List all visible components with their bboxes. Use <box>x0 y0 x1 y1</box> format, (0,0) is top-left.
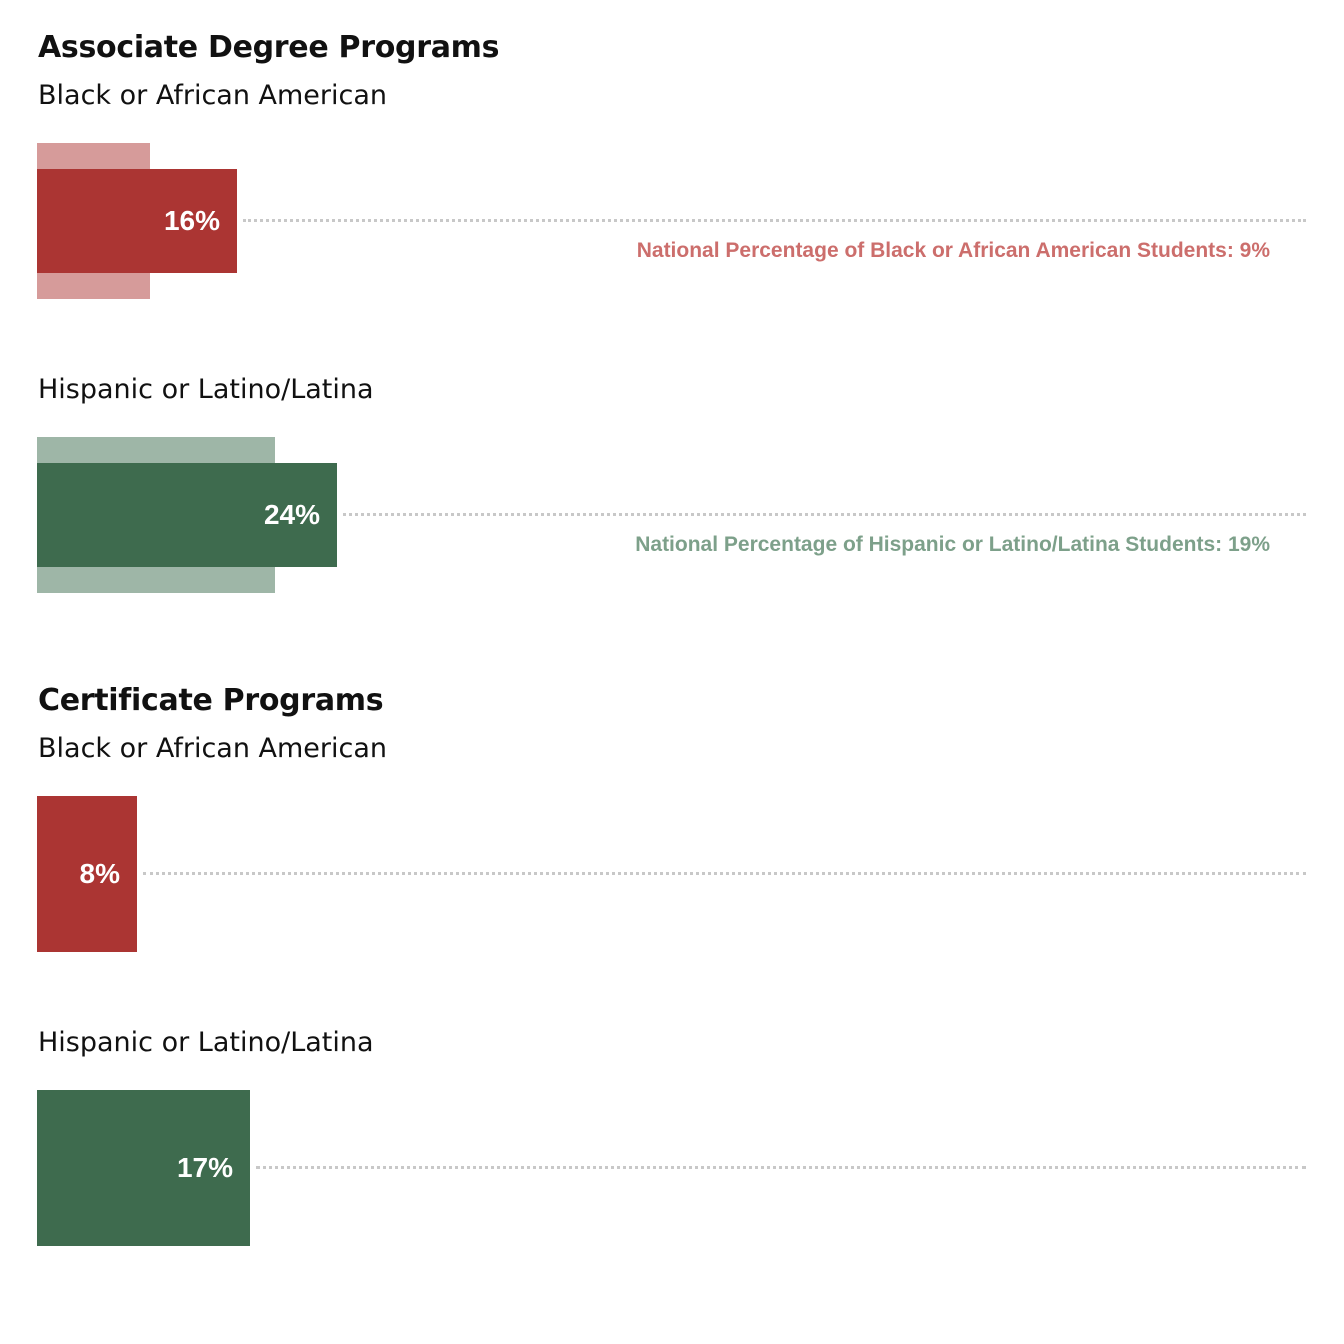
group-label-cert-hispanic: Hispanic or Latino/Latina <box>38 1027 374 1058</box>
dotted-guide-line <box>343 513 1306 516</box>
dotted-guide-line <box>143 872 1306 875</box>
national-percentage-label: National Percentage of Black or African American Students: 9% <box>636 239 1270 262</box>
bar-row-cert-black <box>0 796 1344 956</box>
bar-row-cert-hispanic <box>0 1090 1344 1250</box>
value-label: 24% <box>263 499 320 530</box>
value-bar <box>37 1090 250 1246</box>
value-label: 17% <box>176 1152 233 1183</box>
dotted-guide-line <box>256 1166 1306 1169</box>
value-bar <box>37 169 237 273</box>
value-label: 16% <box>163 205 220 236</box>
section-title-certificate: Certificate Programs <box>38 683 384 718</box>
value-label: 8% <box>79 858 120 889</box>
national-percentage-label: National Percentage of Hispanic or Latino/Latina Students: 19% <box>635 533 1270 556</box>
section-title-associate: Associate Degree Programs <box>38 30 500 65</box>
group-label-assoc-black: Black or African American <box>38 80 388 111</box>
group-label-cert-black: Black or African American <box>38 733 388 764</box>
dotted-guide-line <box>243 219 1306 222</box>
value-bar <box>37 463 337 567</box>
bar-row-assoc-black <box>0 143 1344 303</box>
bar-row-assoc-hispanic <box>0 437 1344 597</box>
value-bar <box>37 796 137 952</box>
group-label-assoc-hispanic: Hispanic or Latino/Latina <box>38 374 374 405</box>
